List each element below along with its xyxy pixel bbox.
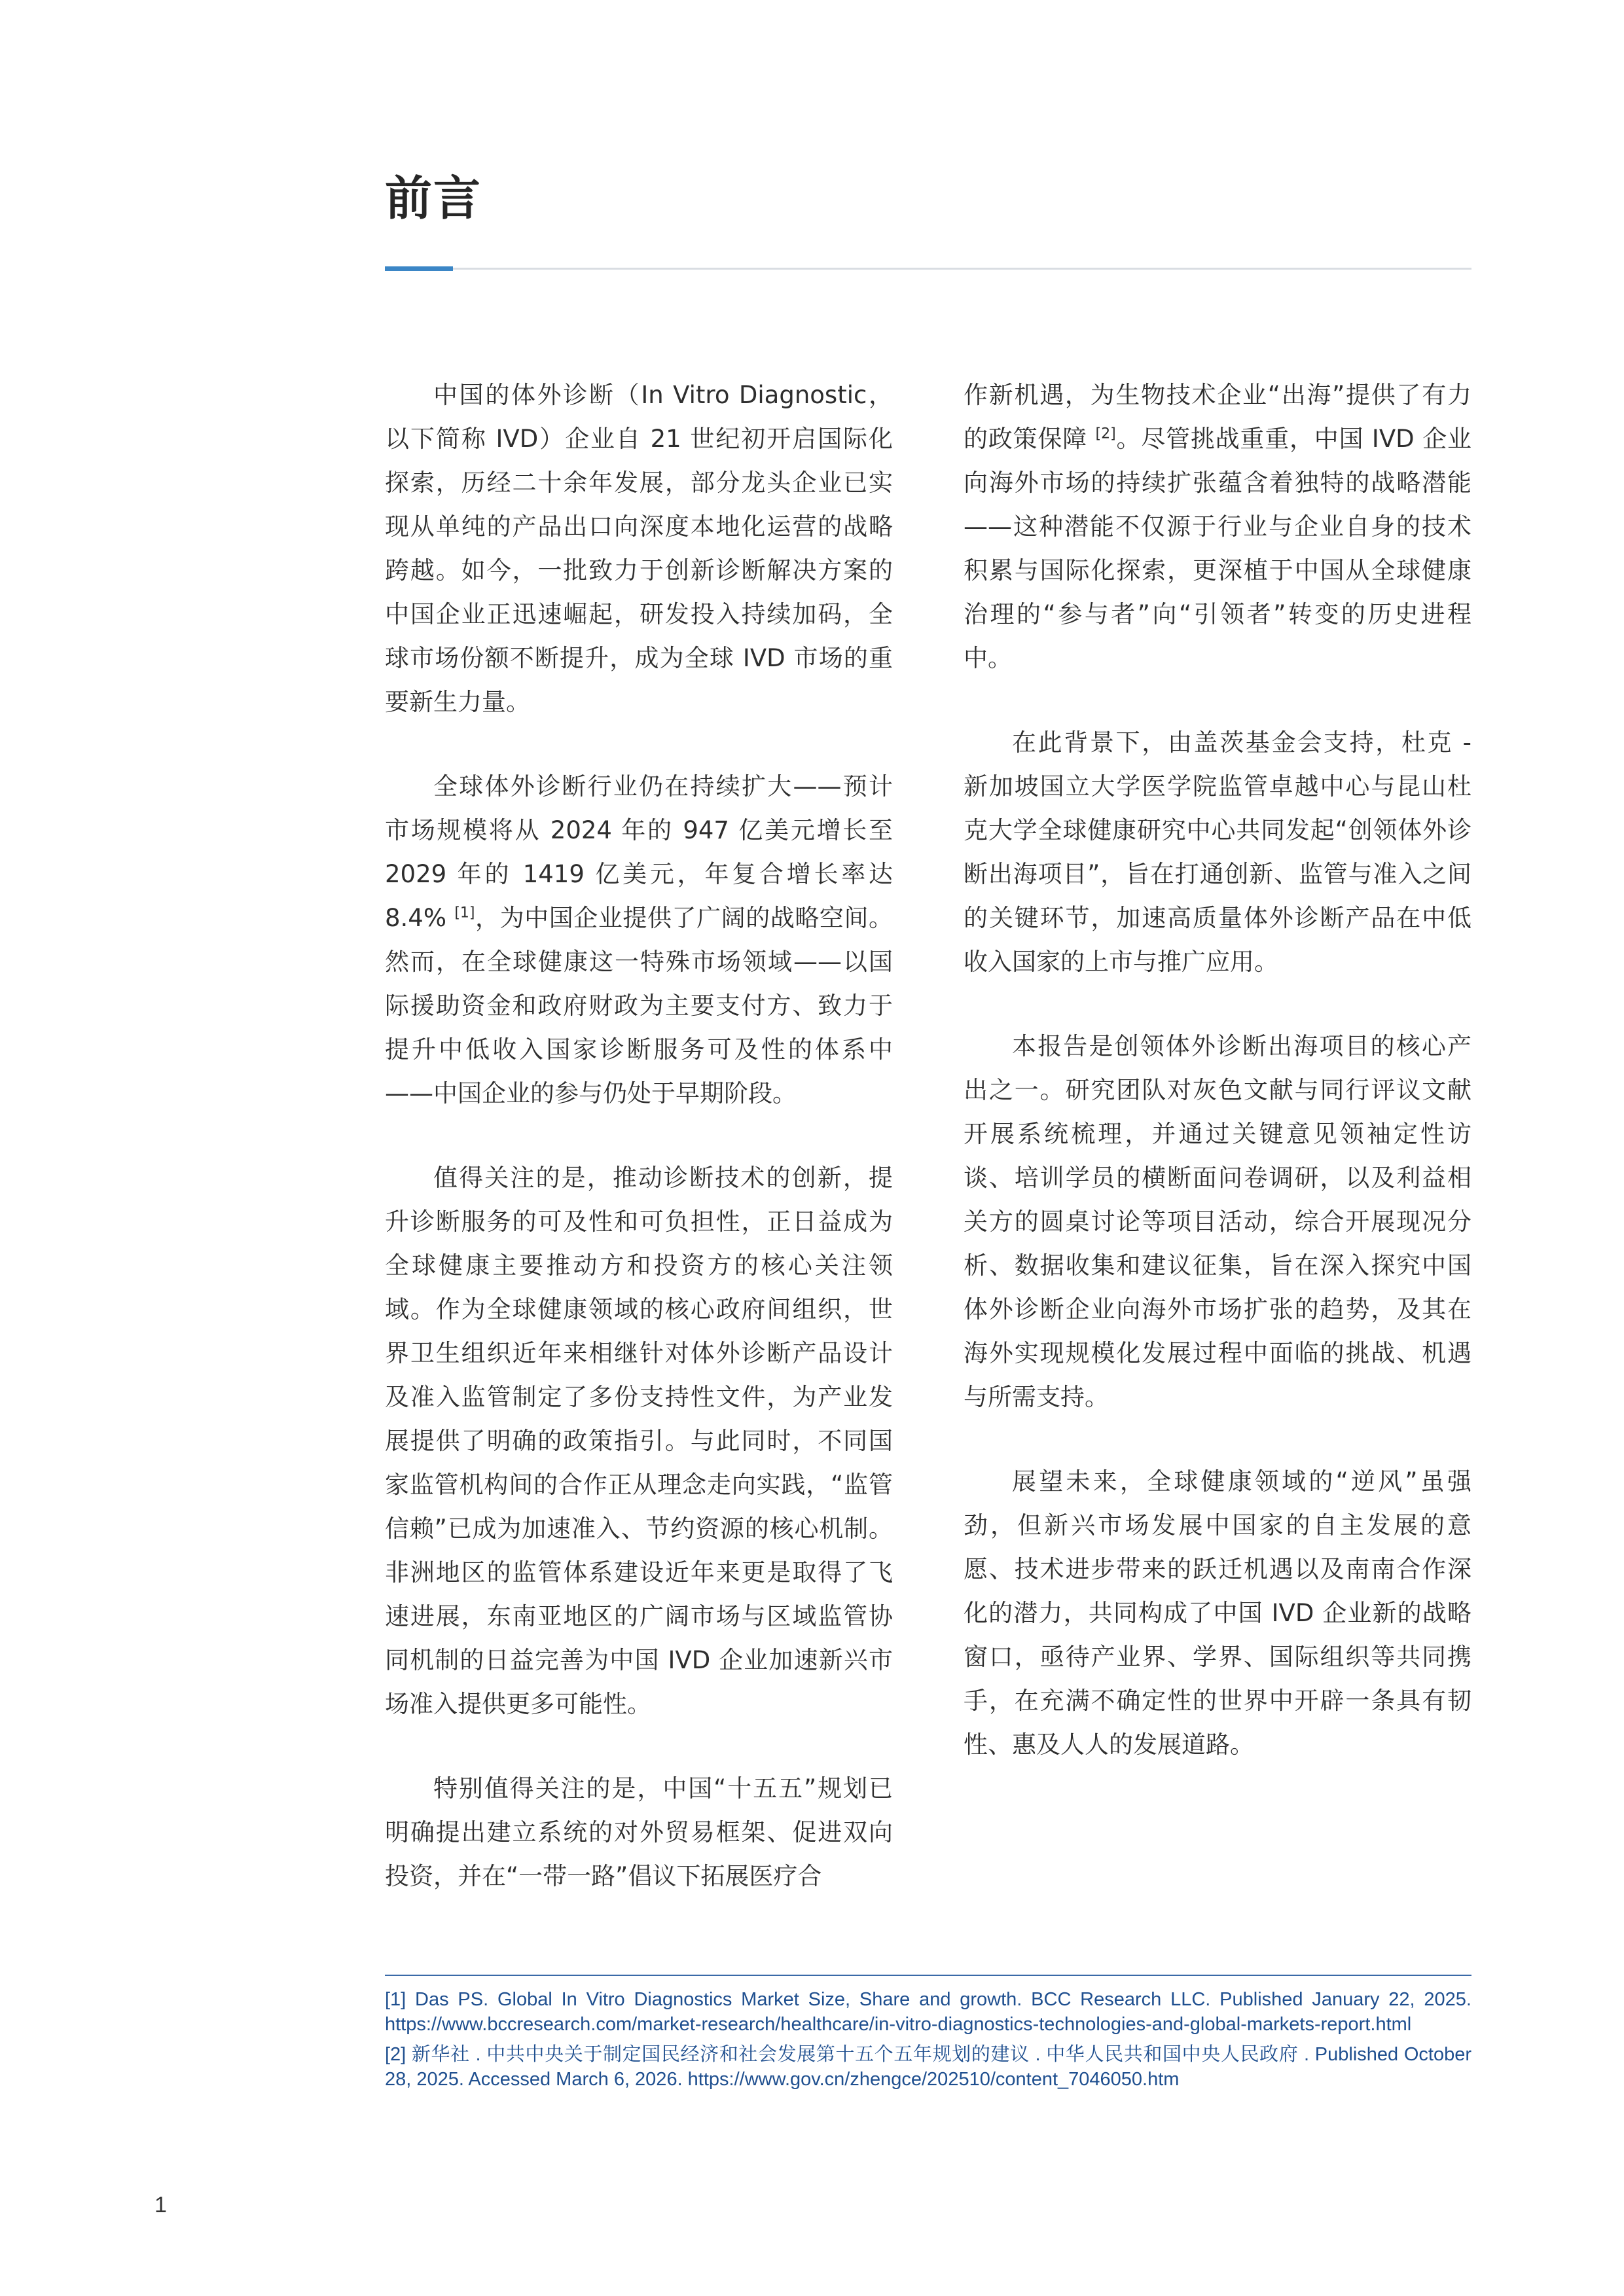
title-accent-bar: [385, 266, 453, 271]
paragraph-plan-cont-text: 作新机遇，为生物技术企业“出海”提供了有力的政策保障: [964, 381, 1471, 453]
page-number: 1: [154, 2193, 167, 2217]
paragraph-plan-cont: [964, 373, 1471, 680]
paragraph-market-text: 全球体外诊断行业仍在持续扩大——预计市场规模将从 2024 年的 947 亿美元增长至 2029 年的 1419 亿美元，年复合增长率达 8.4%: [385, 772, 893, 932]
paragraph-market-text-cont: ，为中国企业提供了广阔的战略空间。然而，在全球健康这一特殊市场领域——以国际援助资金和政府财政为主要支付方、致力于提升中低收入国家诊断服务可及性的体系中——中国企业的参与仍处于早期阶段。: [385, 904, 893, 1107]
footnote-divider: [385, 1975, 1471, 1976]
paragraph-intro: 中国的体外诊断（In Vitro Diagnostic，以下简称 IVD）企业自 21 世纪初开启国际化探索，历经二十余年发展，部分龙头企业已实现从单纯的产品出口向深度本地化运营的战略跨越。如今，一批致力于创新诊断解决方案的中国企业正迅速崛起，研发投入持续加码，全球市场份额不断提升，成为全球 IVD 市场的重要新生力量。: [385, 381, 893, 716]
footnote-ref-1[interactable]: [1]: [454, 905, 475, 922]
left-column: [385, 373, 893, 1939]
paragraph-outlook: 展望未来，全球健康领域的“逆风”虽强劲，但新兴市场发展中国家的自主发展的意愿、技术进步带来的跃迁机遇以及南南合作深化的潜力，共同构成了中国 IVD 企业新的战略窗口，亟待产业界、学界、国际组织等共同携手，在充满不确定性的世界中开辟一条具有韧性、惠及人人的发展道路。: [964, 1467, 1471, 1759]
footnote-2[interactable]: [2] 新华社 . 中共中央关于制定国民经济和社会发展第十五个五年规划的建议 . 中华人民共和国中央人民政府 . Published October 28, 2025. Accessed March 6, 2026. https://www.gov.cn/zhengce/202510/content_7046050.htm: [385, 2044, 1471, 2090]
footnotes: [385, 1987, 1471, 2097]
page-title: 前言: [385, 171, 482, 226]
paragraph-plan-cont-rest: 。尽管挑战重重，中国 IVD 企业向海外市场的持续扩张蕴含着独特的战略潜能——这种潜能不仅源于行业与企业自身的技术积累与国际化探索，更深植于中国从全球健康治理的“参与者”向“引领者”转变的历史进程中。: [964, 425, 1471, 672]
paragraph-who: 值得关注的是，推动诊断技术的创新，提升诊断服务的可及性和可负担性，正日益成为全球健康主要推动方和投资方的核心关注领域。作为全球健康领域的核心政府间组织，世界卫生组织近年来相继针对体外诊断产品设计及准入监管制定了多份支持性文件，为产业发展提供了明确的政策指引。与此同时，不同国家监管机构间的合作正从理念走向实践，“监管信赖”已成为加速准入、节约资源的核心机制。非洲地区的监管体系建设近年来更是取得了飞速进展，东南亚地区的广阔市场与区域监管协同机制的日益完善为中国 IVD 企业加速新兴市场准入提供更多可能性。: [385, 1164, 893, 1718]
paragraph-report: 本报告是创领体外诊断出海项目的核心产出之一。研究团队对灰色文献与同行评议文献开展系统梳理，并通过关键意见领袖定性访谈、培训学员的横断面问卷调研，以及利益相关方的圆桌讨论等项目活动，综合开展现况分析、数据收集和建议征集，旨在深入探究中国体外诊断企业向海外市场扩张的趋势，及其在海外实现规模化发展过程中面临的挑战、机遇与所需支持。: [964, 1032, 1471, 1411]
title-divider: [385, 268, 1471, 270]
paragraph-plan: 特别值得关注的是，中国“十五五”规划已明确提出建立系统的对外贸易框架、促进双向投资，并在“一带一路”倡议下拓展医疗合: [385, 1774, 893, 1890]
paragraph-background: 在此背景下，由盖茨基金会支持，杜克 - 新加坡国立大学医学院监管卓越中心与昆山杜克大学全球健康研究中心共同发起“创领体外诊断出海项目”，旨在打通创新、监管与准入之间的关键环节，加速高质量体外诊断产品在中低收入国家的上市与推广应用。: [964, 728, 1471, 976]
paragraph-market: [385, 764, 893, 1115]
footnote-ref-2[interactable]: [2]: [1095, 425, 1116, 442]
footnote-1[interactable]: [1] Das PS. Global In Vitro Diagnostics Market Size, Share and growth. BCC Research LLC. Published January 22, 2025. https://www.bccresearch.com/market-research/healthcare/in-vitro-diagnostics-technologies-and-global-markets-report.html: [385, 1989, 1471, 2035]
right-column: [964, 373, 1471, 1807]
